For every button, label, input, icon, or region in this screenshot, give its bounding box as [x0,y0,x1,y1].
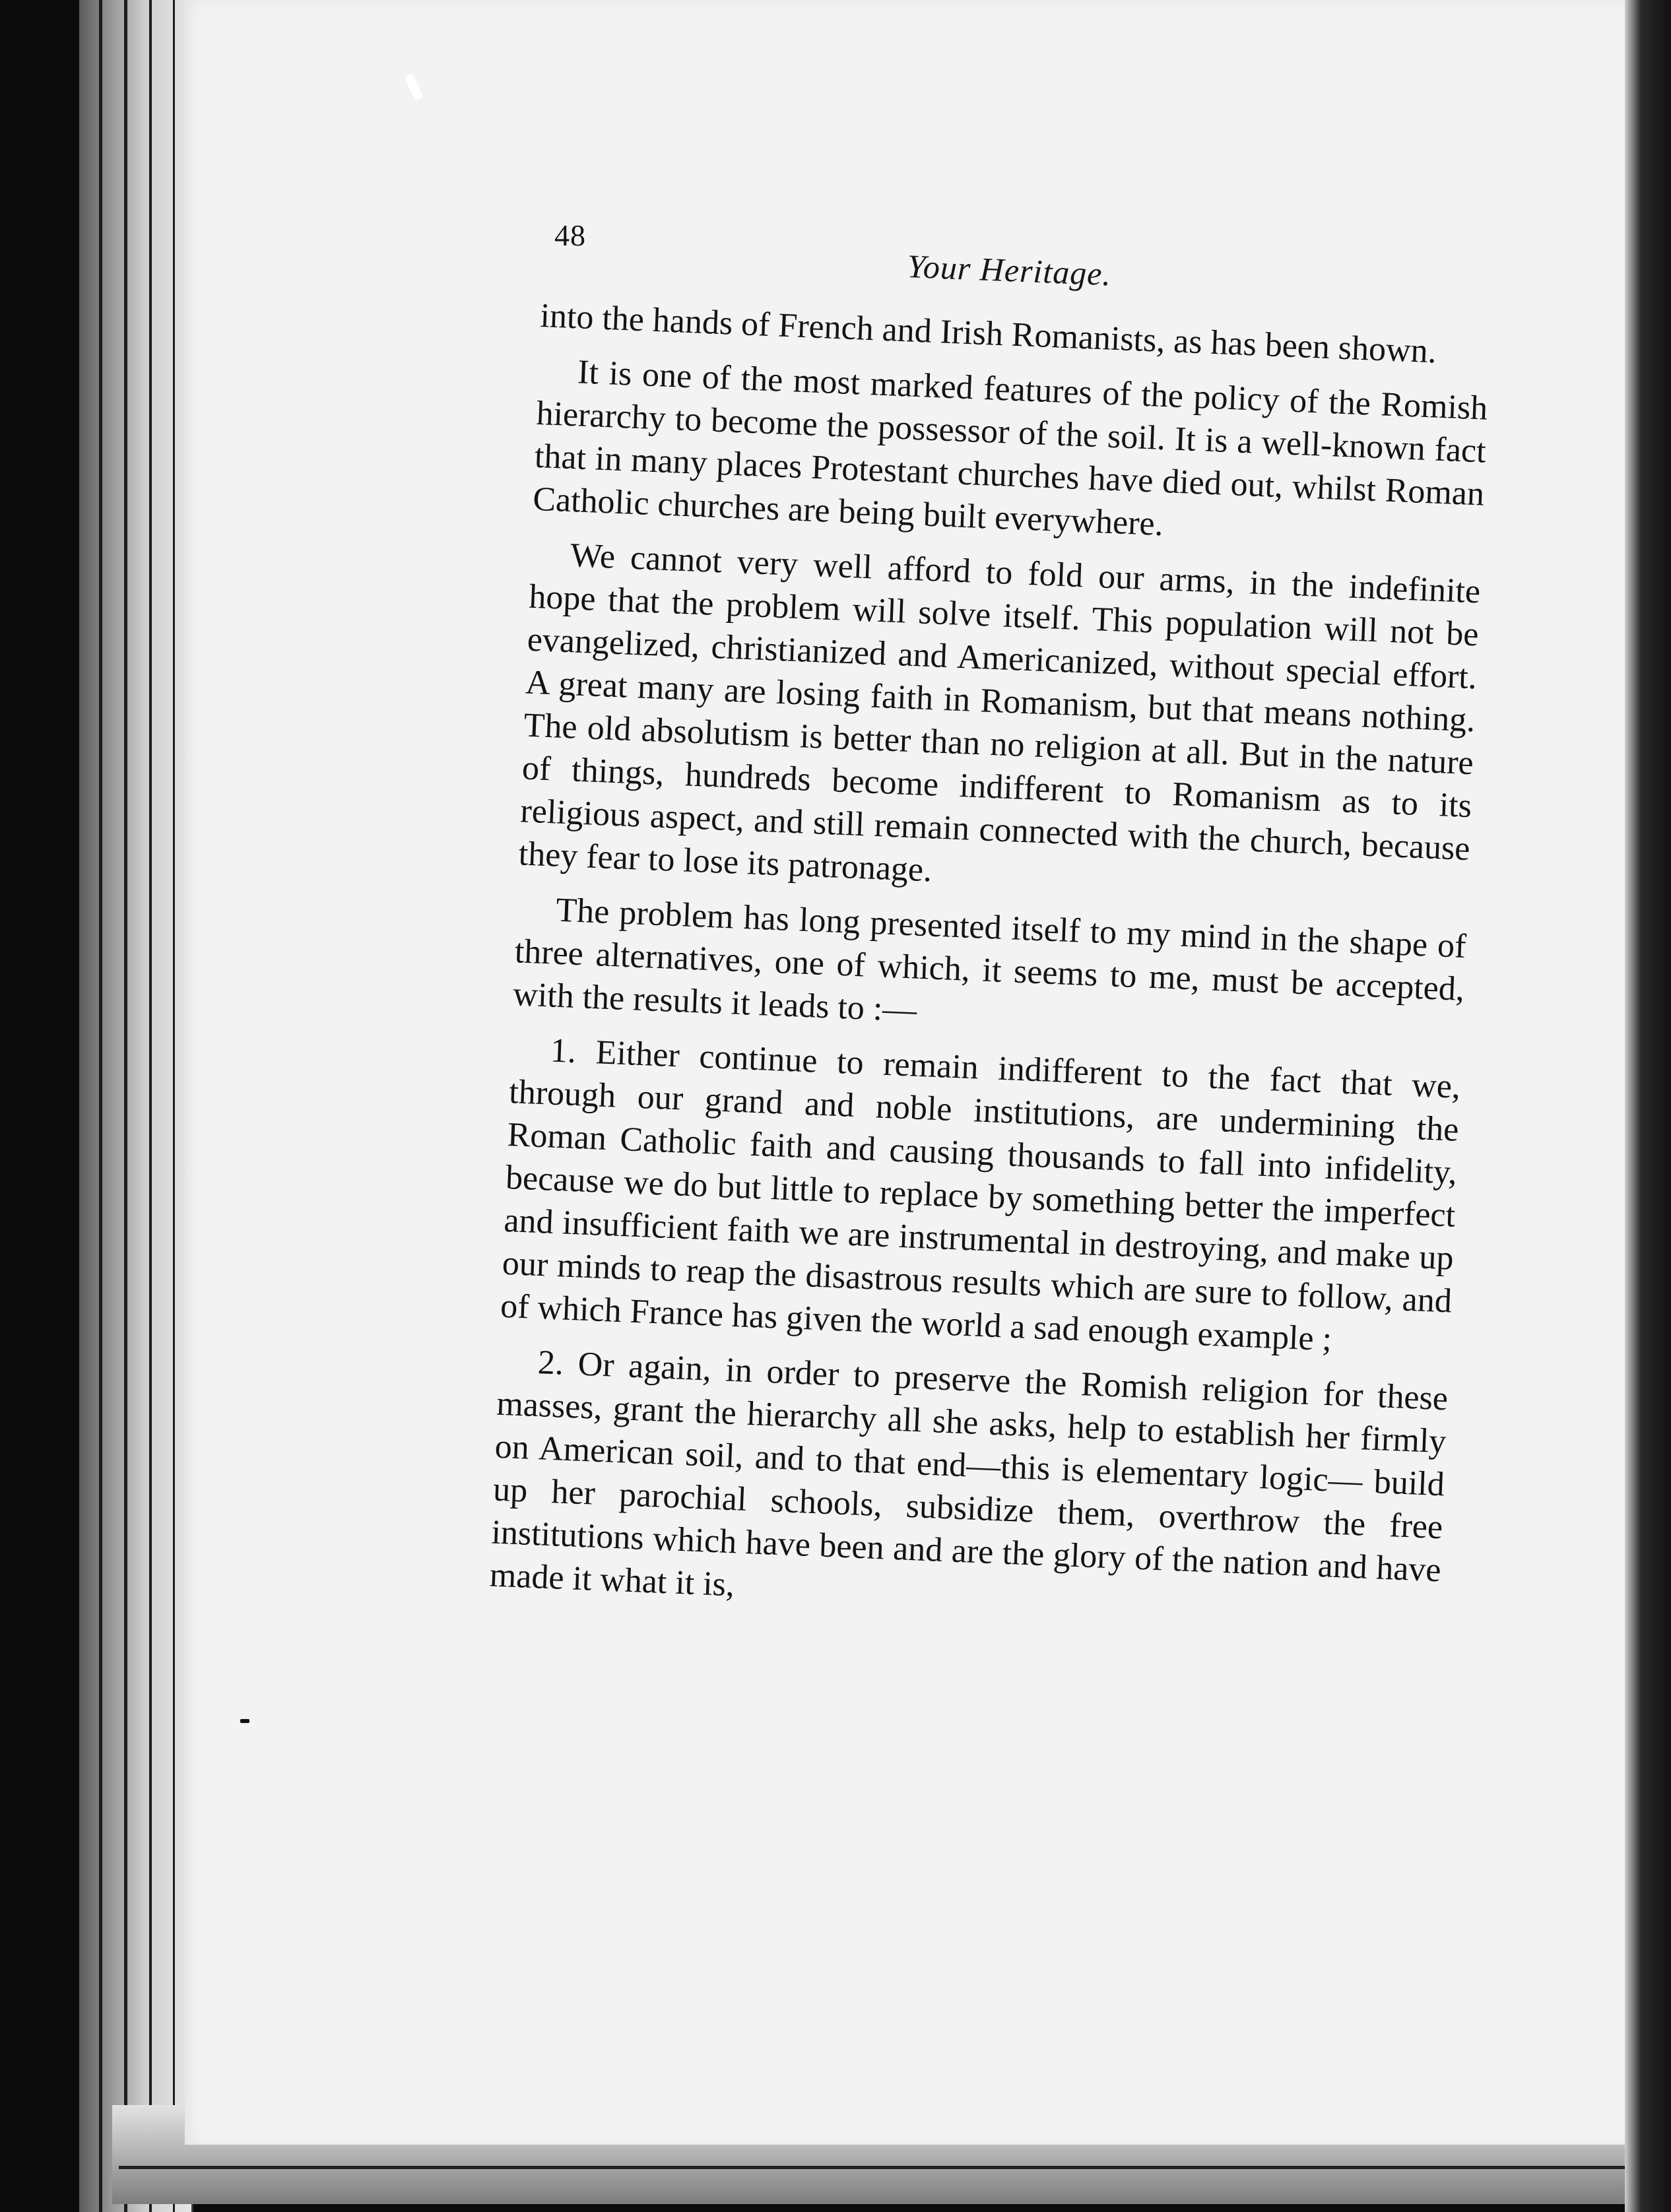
running-head: Your Heritage. [906,247,1113,293]
paragraph: It is one of the most marked features of the policy of the Romish hierarchy to become the possessor of the soil. It is a well-known fact that in many places Protestant churches have died out, whilst Roman Catholic churches are being built everywhere. [532,353,1489,544]
bottom-edge-line [119,2166,1637,2169]
paragraph: We cannot very well afford to fold our arms, in the indefinite hope that the problem will solve itself. This population will not be evangelized, christianized and Americanized, without special effort. A great many are losing faith in Romanism, but that means nothing. The old absolutism is better than no religion at all. But in the nature of things, hundreds become indifferent to Romanism as to its religious aspect, and still remain connected with the church, because they fear to lose its patronage. [517,537,1482,890]
page-edge-line [173,0,175,2212]
paragraph: into the hands of French and Irish Romanists, as has been shown. [539,296,1437,371]
page-edge-line [149,0,152,2212]
paragraph: The problem has long presented itself to my mind in the shape of three alternatives, one of which, it seems to me, must be accepted, with the results it leads to :— [512,891,1467,1029]
page-number: 48 [554,218,586,252]
paragraph: 2. Or again, in order to preserve the Romish religion for these masses, grant the hierarchy all she asks, help to establish her firmly on American soil, and to that end—this is elementary logic— build up her parochial schools, subsidize them, overthrow the free institutions which have been and are the glory of the nation and have made it what it is, [488,1344,1449,1604]
page-body [489,294,1491,1635]
paragraph: 1. Either continue to remain indifferent to the fact that we, through our grand and noble institutions, are undermining the Roman Catholic faith and causing thousands to fall into infidelity, because we do but little to replace by something better the imperfect and insufficient faith we are instrumental in destroying, and make up our minds to reap the disastrous results which are sure to follow, and of which France has given the world a sad enough example ; [500,1031,1462,1359]
margin-mark [240,1719,249,1723]
right-margin-shadow [1625,0,1671,2212]
page-edge-line [124,0,127,2212]
page-edge-line [99,0,102,2212]
